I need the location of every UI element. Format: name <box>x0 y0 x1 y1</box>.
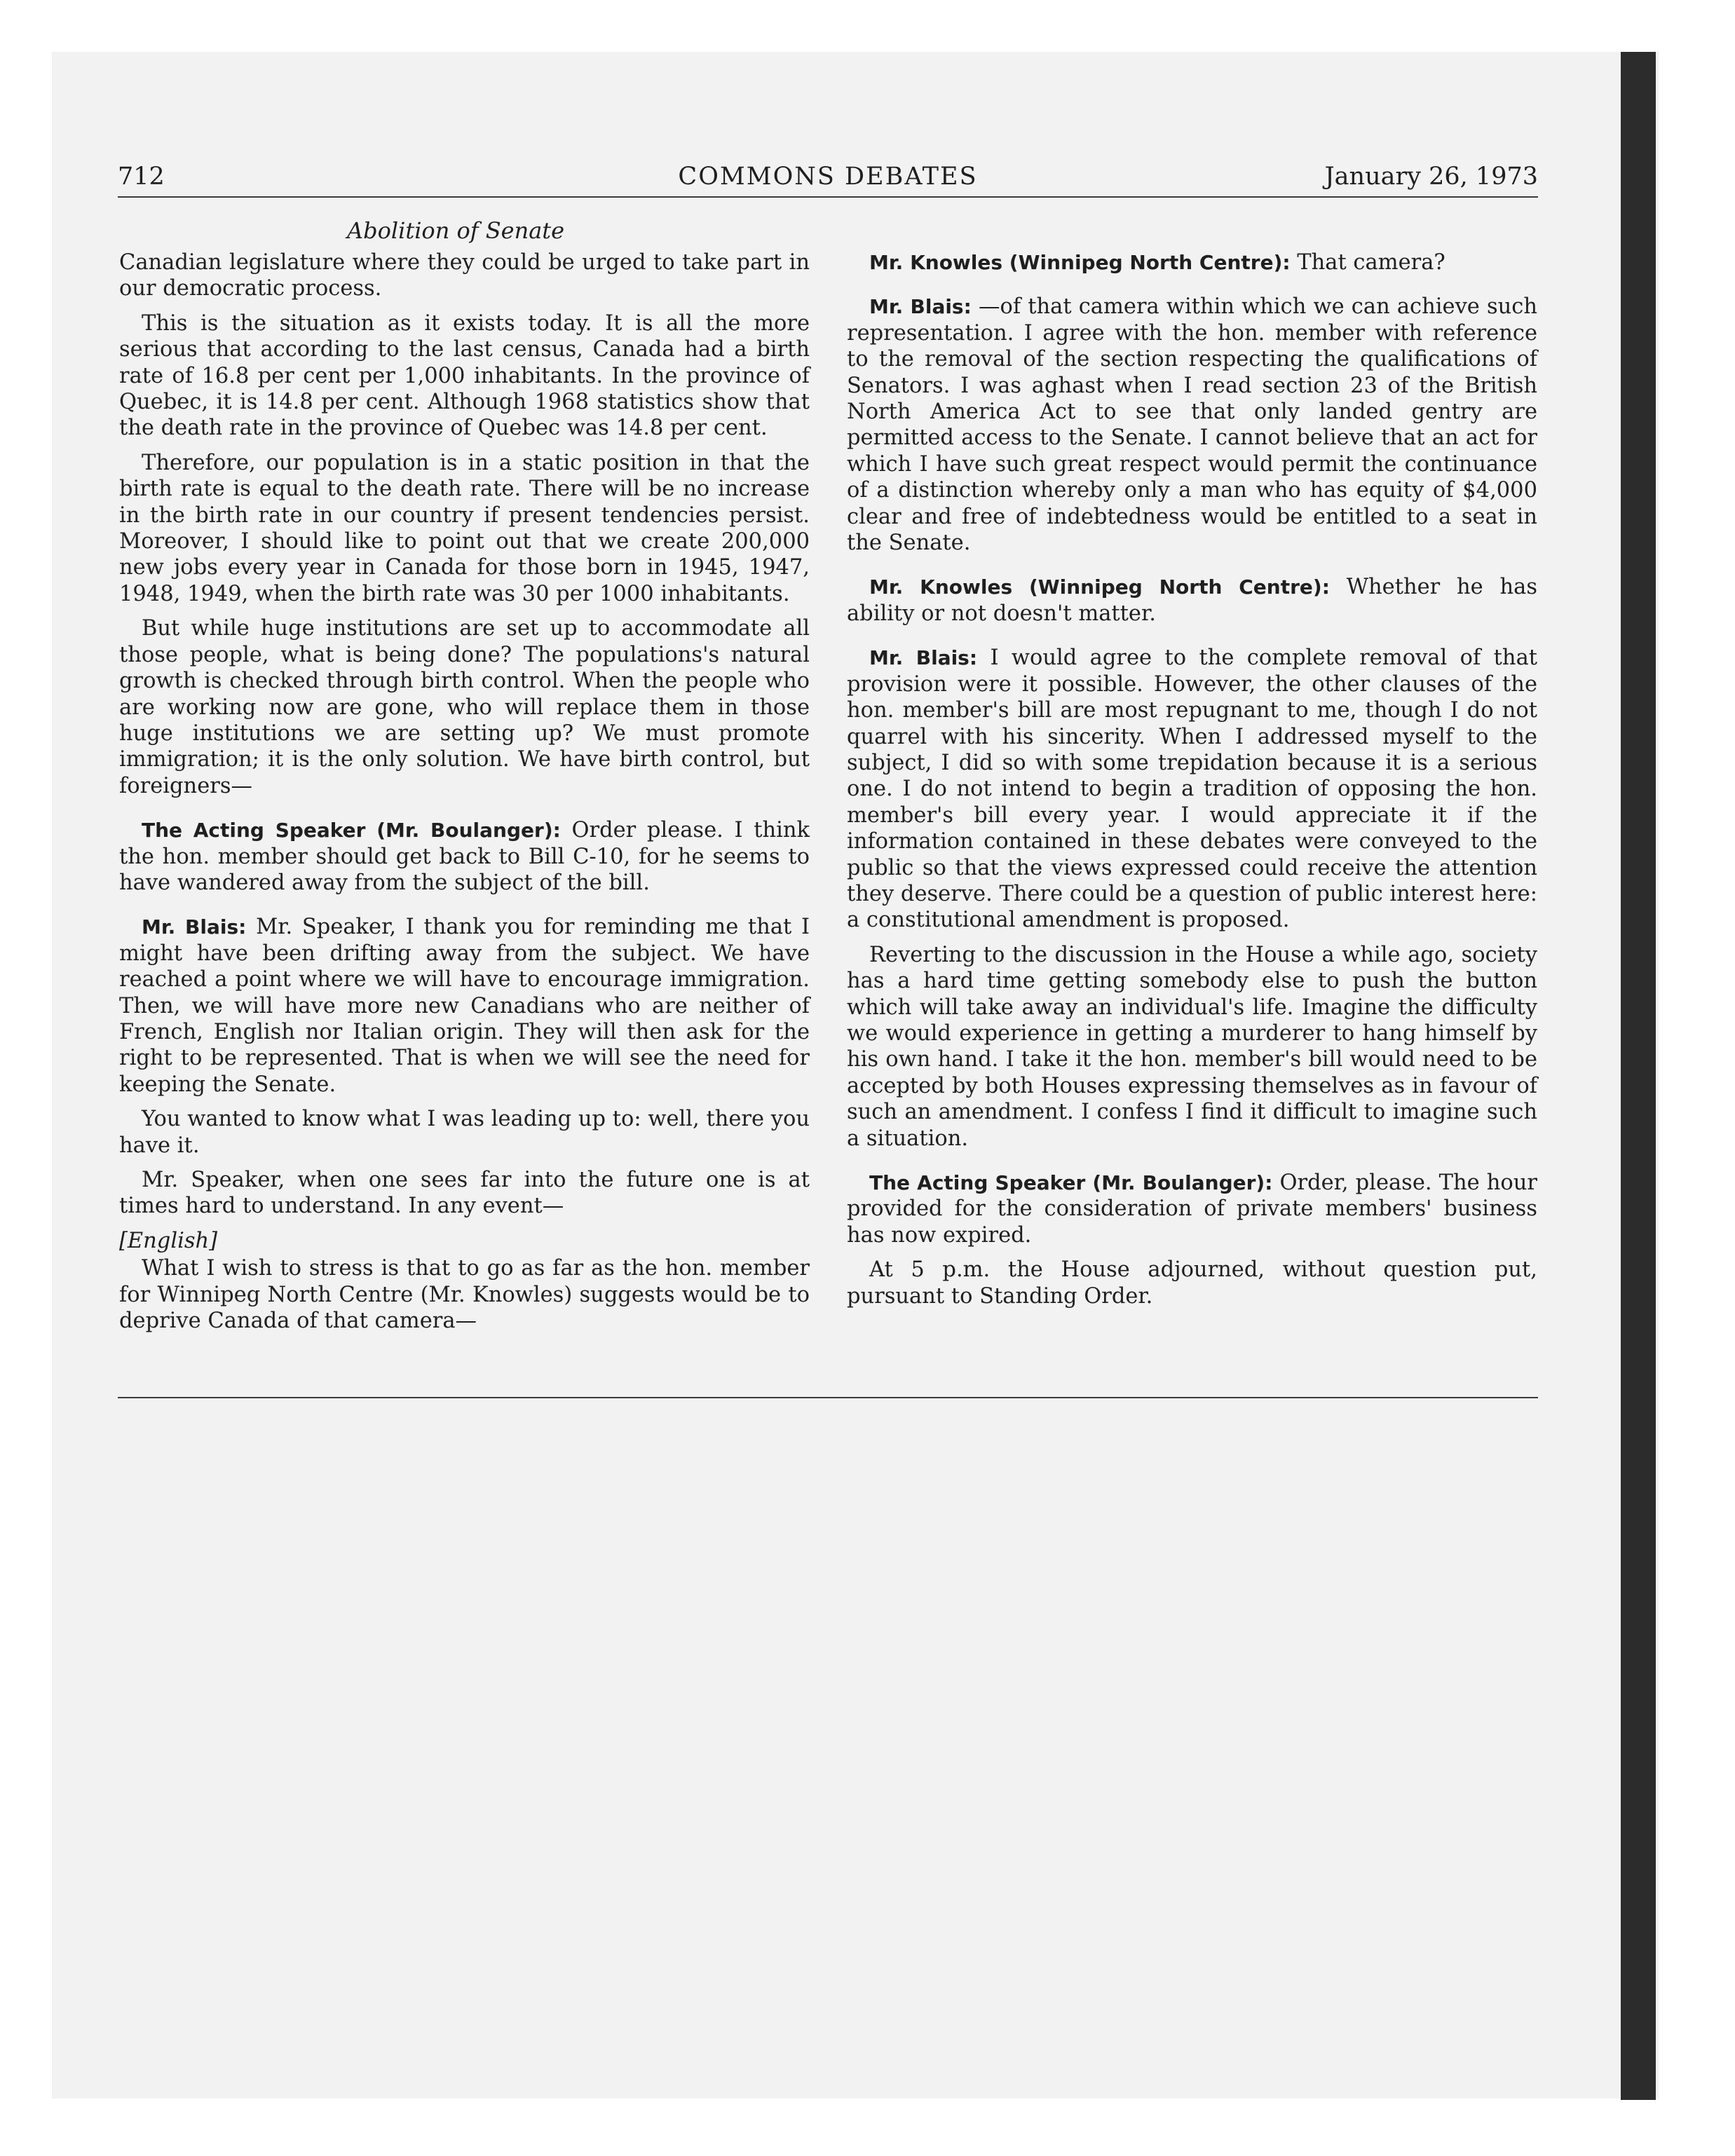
paragraph: But while huge institutions are set up to accommodate all those people, what is being done? The populations's natural growth is checked through birth control. When the people who are working now are gone, who will replace them in those huge institutions we are setting up? We must promote immigration; it is the only solution. We have birth control, but foreigners— <box>119 616 810 798</box>
paragraph: Mr. Speaker, when one sees far into the future one is at times hard to understand. In any event— <box>119 1168 810 1219</box>
speech-text: Mr. Speaker, I thank you for reminding me that I might have been drifting away from the subject. We have reached a point where we will have to encourage immigration. Then, we will have more new Canadians who are neither of French, English nor Italian origin. They will then ask for the right to be represented. That is when we will see the need for keeping the Senate. <box>119 915 810 1097</box>
speech-text: —of that camera within which we can achieve such representation. I agree with the hon. member with reference to the removal of the section respecting the qualifications of Senators. I was aghast when I read section 23 of the British North America Act to see that only landed gentry are permitted access to the Senate. I cannot believe that an act for which I have such great respect would permit the continuance of a distinction whereby only a man who has equity of $4,000 clear and free of indebtedness would be entitled to a seat in the Senate. <box>847 294 1537 556</box>
speech-text: That camera? <box>1297 250 1445 275</box>
speech-paragraph <box>847 250 1537 275</box>
paragraph: This is the situation as it exists today. It is all the more serious that according to the last census, Canada had a birth rate of 16.8 per cent per 1,000 inhabitants. In the province of Quebec, it is 14.8 per cent. Although 1968 statistics show that the death rate in the province of Quebec was 14.8 per cent. <box>119 311 810 441</box>
bottom-rule <box>118 1397 1538 1398</box>
speech-paragraph <box>847 574 1537 627</box>
paragraph: What I wish to stress is that to go as far as the hon. member for Winnipeg North Centre (Mr. Knowles) suggests would be to deprive Canada of that camera— <box>119 1256 810 1334</box>
right-column <box>847 250 1537 1318</box>
speaker-name: Mr. Blais: <box>869 646 978 670</box>
scan-edge-shadow <box>1621 52 1656 2100</box>
speech-text: Order, please. The hour provided for the consideration of private members' business has now expired. <box>847 1171 1537 1248</box>
speech-paragraph <box>119 817 810 896</box>
speech-text: Order please. I think the hon. member should get back to Bill C-10, for he seems to have wandered away from the subject of the bill. <box>119 818 810 895</box>
paragraph: Canadian legislature where they could be urged to take part in our democratic process. <box>119 250 810 301</box>
speaker-name: Mr. Blais: <box>869 295 972 319</box>
speaker-name: Mr. Knowles (Winnipeg North Centre): <box>869 575 1330 599</box>
speaker-name: The Acting Speaker (Mr. Boulanger): <box>142 819 561 842</box>
speech-text: Whether he has ability or not doesn't matter. <box>847 575 1537 626</box>
paragraph: At 5 p.m. the House adjourned, without question put, pursuant to Standing Order. <box>847 1257 1537 1309</box>
speaker-name: Mr. Blais: <box>142 915 247 939</box>
subject-heading: Abolition of Senate <box>347 217 565 244</box>
speaker-name: The Acting Speaker (Mr. Boulanger): <box>869 1171 1273 1194</box>
page-number: 712 <box>118 163 165 191</box>
page-header <box>118 158 1538 198</box>
speech-paragraph <box>847 294 1537 556</box>
page-date: January 26, 1973 <box>1324 163 1538 191</box>
publication-title: COMMONS DEBATES <box>678 163 978 191</box>
speech-text: I would agree to the complete removal of that provision were it possible. However, the other clauses of the hon. member's bill are most repugnant to me, though I do not quarrel with his sincerity. When I addressed myself to the subject, I did so with some trepidation because it is a serious one. I do not intend to begin a tradition of opposing the hon. member's bill every year. I would appreciate it if the information contained in these debates were conveyed to the public so that the views expressed could receive the attention they deserve. There could be a question of public interest here: a constitutional amendment is proposed. <box>847 646 1538 933</box>
left-column <box>119 250 810 1342</box>
paragraph: Reverting to the discussion in the House a while ago, society has a hard time getting somebody else to push the button which will take away an individual's life. Imagine the difficulty we would experience in getting a murderer to hang himself by his own hand. I take it the hon. member's bill would need to be accepted by both Houses expressing themselves as in favour of such an amendment. I confess I find it difficult to imagine such a situation. <box>847 942 1537 1151</box>
speech-paragraph <box>847 1170 1537 1248</box>
language-tag: [English] <box>119 1228 218 1253</box>
paragraph: Therefore, our population is in a static position in that the birth rate is equal to the death rate. There will be no increase in the birth rate in our country if present tendencies persist. Moreover, I should like to point out that we create 200,000 new jobs every year in Canada for those born in 1945, 1947, 1948, 1949, when the birth rate was 30 per 1000 inhabitants. <box>119 450 810 606</box>
speech-paragraph <box>119 914 810 1098</box>
speaker-name: Mr. Knowles (Winnipeg North Centre): <box>869 251 1291 274</box>
speech-paragraph <box>847 645 1537 933</box>
paragraph: You wanted to know what I was leading up to: well, there you have it. <box>119 1107 810 1158</box>
